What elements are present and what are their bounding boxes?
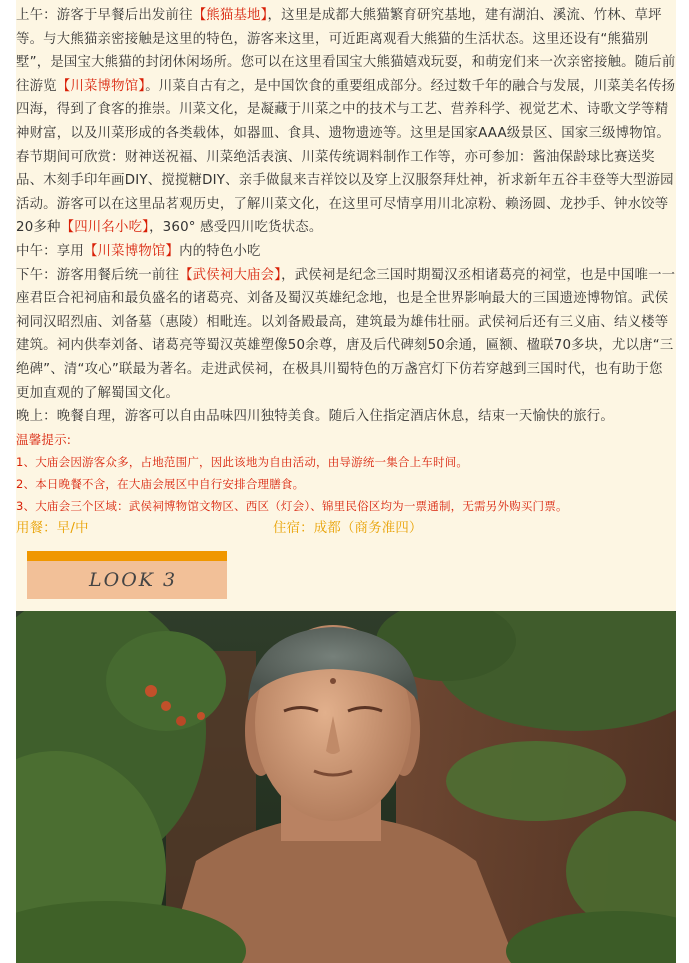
evening-paragraph: 晚上：晚餐自理，游客可以自由品味四川独特美食。随后入住指定酒店休息，结束一天愉快的旅行。 bbox=[16, 409, 614, 425]
tip-item: 3、大庙会三个区域：武侯祠博物馆文物区、西区（灯会）、锦里民俗区均为一票通制，无需另外购买门票。 bbox=[16, 498, 568, 513]
panda-base-link[interactable]: 【熊猫基地】 bbox=[192, 8, 268, 23]
morning-text-2: ，这里是成都大熊猫繁育研究基地，建有湖泊、溪流、竹林、草坪等。与大熊猫亲密接触是这里的特色，游客来这里，可近距离观看大熊猫的生活状态。这里还设有“熊猫别墅”，是国宝大熊猫的封闭休闲场所。您可以在这里看国宝大熊猫嬉戏玩耍，和萌宠们来一次亲密接触。随后前往游览 bbox=[16, 8, 676, 94]
tips-title: 温馨提示: bbox=[16, 431, 72, 447]
leshan-buddha-photo bbox=[16, 611, 676, 963]
noon-museum-link[interactable]: 【川菜博物馆】 bbox=[83, 243, 180, 259]
look-banner bbox=[27, 551, 227, 599]
buddha-illustration bbox=[16, 611, 676, 963]
noon-text-2: 内的特色小吃 bbox=[179, 243, 261, 259]
trees-left-top bbox=[106, 631, 226, 731]
itinerary-text bbox=[16, 0, 676, 541]
meal-label: 用餐：早/中 bbox=[16, 520, 89, 536]
red-flowers bbox=[161, 701, 171, 711]
look-label: LOOK 3 bbox=[89, 569, 178, 591]
vines-right bbox=[446, 741, 626, 821]
sichuan-cuisine-museum-link[interactable]: 【川菜博物馆】 bbox=[56, 78, 146, 94]
sichuan-snacks-link[interactable]: 【四川名小吃】 bbox=[60, 220, 150, 236]
afternoon-paragraph bbox=[16, 264, 676, 406]
red-flowers bbox=[176, 716, 186, 726]
red-flowers bbox=[197, 712, 205, 720]
buddha-urna bbox=[330, 678, 336, 684]
noon-paragraph bbox=[16, 240, 676, 264]
red-flowers bbox=[145, 685, 157, 697]
look-banner-top-bar bbox=[27, 551, 227, 561]
wuhou-temple-fair-link[interactable]: 【武侯祠大庙会】 bbox=[179, 267, 282, 283]
morning-text-4: ，360° 感受四川吃货状态。 bbox=[149, 220, 323, 236]
afternoon-text-2: ，武侯祠是纪念三国时期蜀汉丞相诸葛亮的祠堂，也是中国唯一一座君臣合祀祠庙和最负盛名的诸葛亮、刘备及蜀汉英雄纪念地，也是全世界影响最大的三国遗迹博物馆。武侯祠同汉昭烈庙、刘备墓（惠陵）相毗连。以刘备殿最高，建筑最为雄伟壮丽。武侯祠后还有三义庙、结义楼等建筑。祠内供奉刘备、诸葛亮等蜀汉英雄塑像50余尊，唐及后代碑刻50余通，匾额、楹联70多块，尤以唐“三绝碑”、清“攻心”联最为著名。走进武侯祠，在极具川蜀特色的万盏宫灯下仿若穿越到三国时代，也有助于您更加直观的了解蜀国文化。 bbox=[16, 267, 676, 401]
afternoon-text-1: 下午：游客用餐后统一前往 bbox=[16, 267, 180, 283]
morning-text-1: 上午：游客于早餐后出发前往 bbox=[16, 8, 193, 23]
noon-text-1: 中午：享用 bbox=[16, 243, 84, 259]
tip-item: 2、本日晚餐不含，在大庙会展区中自行安排合理膳食。 bbox=[16, 476, 305, 491]
stay-label: 住宿：成都（商务准四） bbox=[273, 520, 423, 536]
morning-text-3: 。川菜自古有之，是中国饮食的重要组成部分。经过数千年的融合与发展，川菜美名传扬四海，得到了食客的推崇。川菜文化，是凝藏于川菜之中的技术与工艺、营养科学、视觉艺术、诗歌文学等精神财富，以及川菜形成的各类载体，如器皿、食具、遗物遗迹等。这里是国家AAA级景区、国家三级博物馆。春节期间可欣赏：财神送祝福、川菜绝活表演、川菜传统调料制作工作等，亦可参加：酱油保龄球比赛送奖品、木刻手印年画DIY、搅搅糖DIY、亲手做鼠来吉祥饺以及穿上汉服祭拜灶神，祈求新年五谷丰登等大型游园活动。游客可以在这里品茗观历史，了解川菜文化，在这里可尽情享用川北凉粉、赖汤圆、龙抄手、钟水饺等20多种 bbox=[16, 78, 676, 236]
tip-item: 1、大庙会因游客众多，占地范围广，因此该地为自由活动，由导游统一集合上车时间。 bbox=[16, 454, 469, 469]
meal-stay-row bbox=[16, 517, 676, 541]
morning-paragraph bbox=[16, 4, 676, 240]
